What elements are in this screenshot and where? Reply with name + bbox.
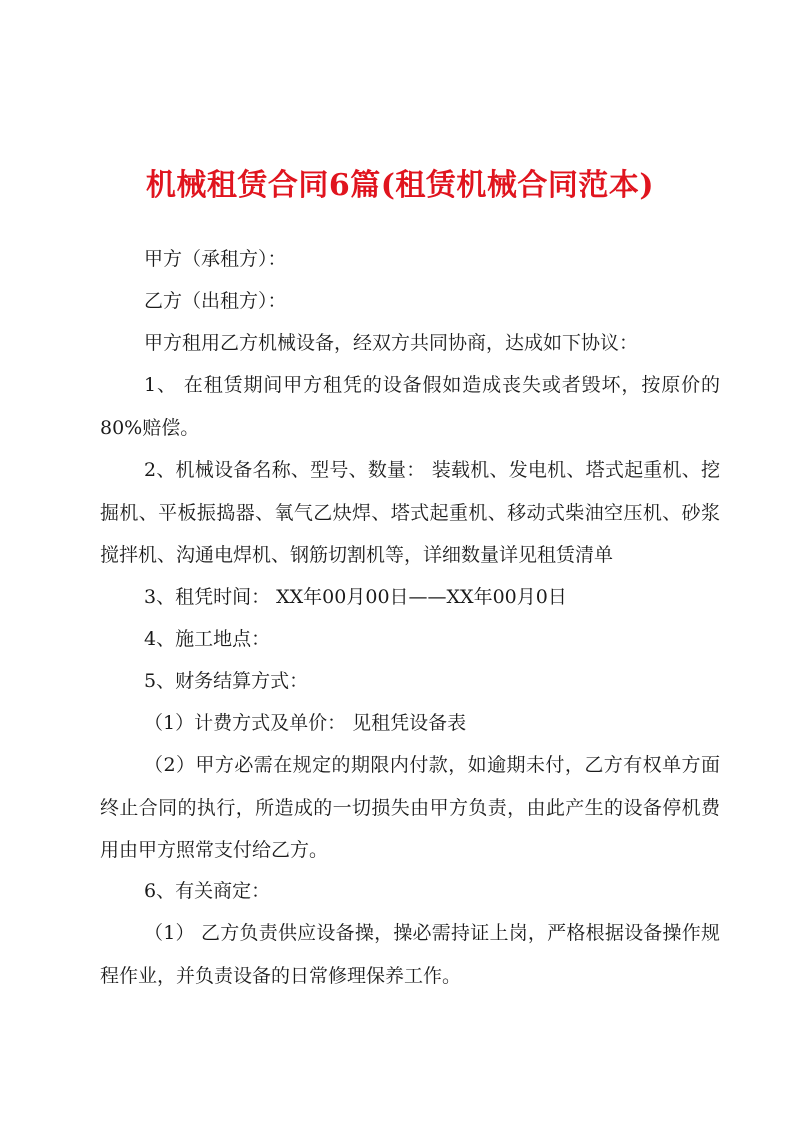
paragraph-clause-2: 2、机械设备名称、型号、数量： 装载机、发电机、塔式起重机、挖掘机、平板振捣器、氧气乙炔焊、塔式起重机、移动式柴油空压机、砂浆搅拌机、沟通电焊机、钢筋切割机等，详细数量详见租赁清单 bbox=[100, 459, 720, 566]
paragraph-party-a: 甲方（承租方）： bbox=[144, 248, 287, 270]
document-title: 机械租赁合同6篇(租赁机械合同范本) bbox=[145, 168, 655, 203]
paragraph-clause-5: 5、财务结算方式： bbox=[144, 670, 309, 692]
paragraph-clause-3: 3、租凭时间： XX年00月00日——XX年00月0日 bbox=[144, 586, 567, 608]
paragraph-clause-4: 4、施工地点： bbox=[144, 628, 271, 650]
paragraph-clause-6: 6、有关商定： bbox=[144, 880, 271, 902]
paragraph-clause-1: 1、 在租赁期间甲方租凭的设备假如造成丧失或者毁坏，按原价的80%赔偿。 bbox=[100, 374, 720, 439]
paragraph-party-b: 乙方（出租方）： bbox=[144, 290, 287, 312]
paragraph-clause-6-1: （1） 乙方负责供应设备操，操必需持证上岗，严格根据设备操作规程作业，并负责设备的日常修理保养工作。 bbox=[100, 922, 720, 987]
paragraph-clause-5-1: （1）计费方式及单价： 见租凭设备表 bbox=[144, 712, 467, 734]
paragraph-agreement-intro: 甲方租用乙方机械设备，经双方共同协商，达成如下协议： bbox=[144, 332, 639, 354]
paragraph-clause-5-2: （2）甲方必需在规定的期限内付款，如逾期未付，乙方有权单方面终止合同的执行，所造成的一切损失由甲方负责，由此产生的设备停机费用由甲方照常支付给乙方。 bbox=[100, 754, 720, 861]
